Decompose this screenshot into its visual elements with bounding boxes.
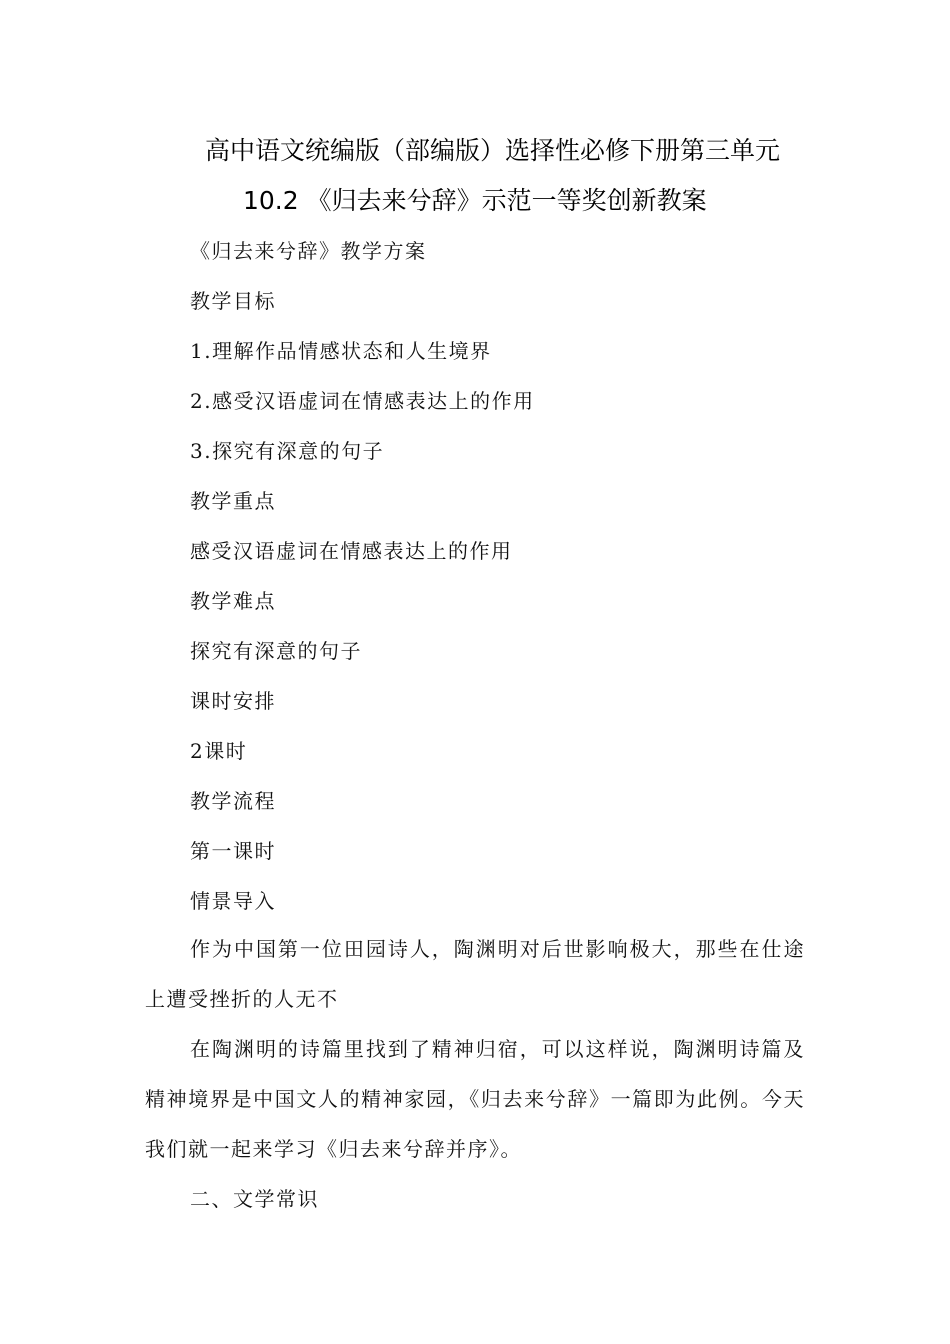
difficulty-text: 探究有深意的句子 bbox=[190, 639, 362, 663]
schedule-heading: 课时安排 bbox=[190, 689, 276, 713]
goal-1: 1.理解作品情感状态和人生境界 bbox=[190, 339, 492, 363]
key-heading: 教学重点 bbox=[190, 489, 276, 513]
goal-3: 3.探究有深意的句子 bbox=[190, 439, 385, 463]
goal-2: 2.感受汉语虚词在情感表达上的作用 bbox=[190, 389, 535, 413]
intro-heading: 情景导入 bbox=[190, 889, 276, 913]
goals-heading: 教学目标 bbox=[190, 289, 276, 313]
difficulty-heading: 教学难点 bbox=[190, 589, 276, 613]
document-title-line-1: 高中语文统编版（部编版）选择性必修下册第三单元 bbox=[205, 136, 781, 165]
paragraph-intro-2: 在陶渊明的诗篇里找到了精神归宿，可以这样说，陶渊明诗篇及精神境界是中国文人的精神家园，《归去来兮辞》一篇即为此例。今天我们就一起来学习《归去来兮辞并序》。 bbox=[145, 1037, 805, 1161]
plan-title: 《归去来兮辞》教学方案 bbox=[190, 239, 427, 263]
document-title-line-2: 10.2 《归去来兮辞》示范一等奖创新教案 bbox=[243, 186, 707, 215]
paragraph-intro-1: 作为中国第一位田园诗人，陶渊明对后世影响极大，那些在仕途上遭受挫折的人无不 bbox=[145, 937, 805, 1011]
section-2-heading: 二、文学常识 bbox=[190, 1187, 319, 1211]
process-heading: 教学流程 bbox=[190, 789, 276, 813]
schedule-text: 2课时 bbox=[190, 739, 248, 763]
key-text: 感受汉语虚词在情感表达上的作用 bbox=[190, 539, 513, 563]
lesson-1-heading: 第一课时 bbox=[190, 839, 276, 863]
